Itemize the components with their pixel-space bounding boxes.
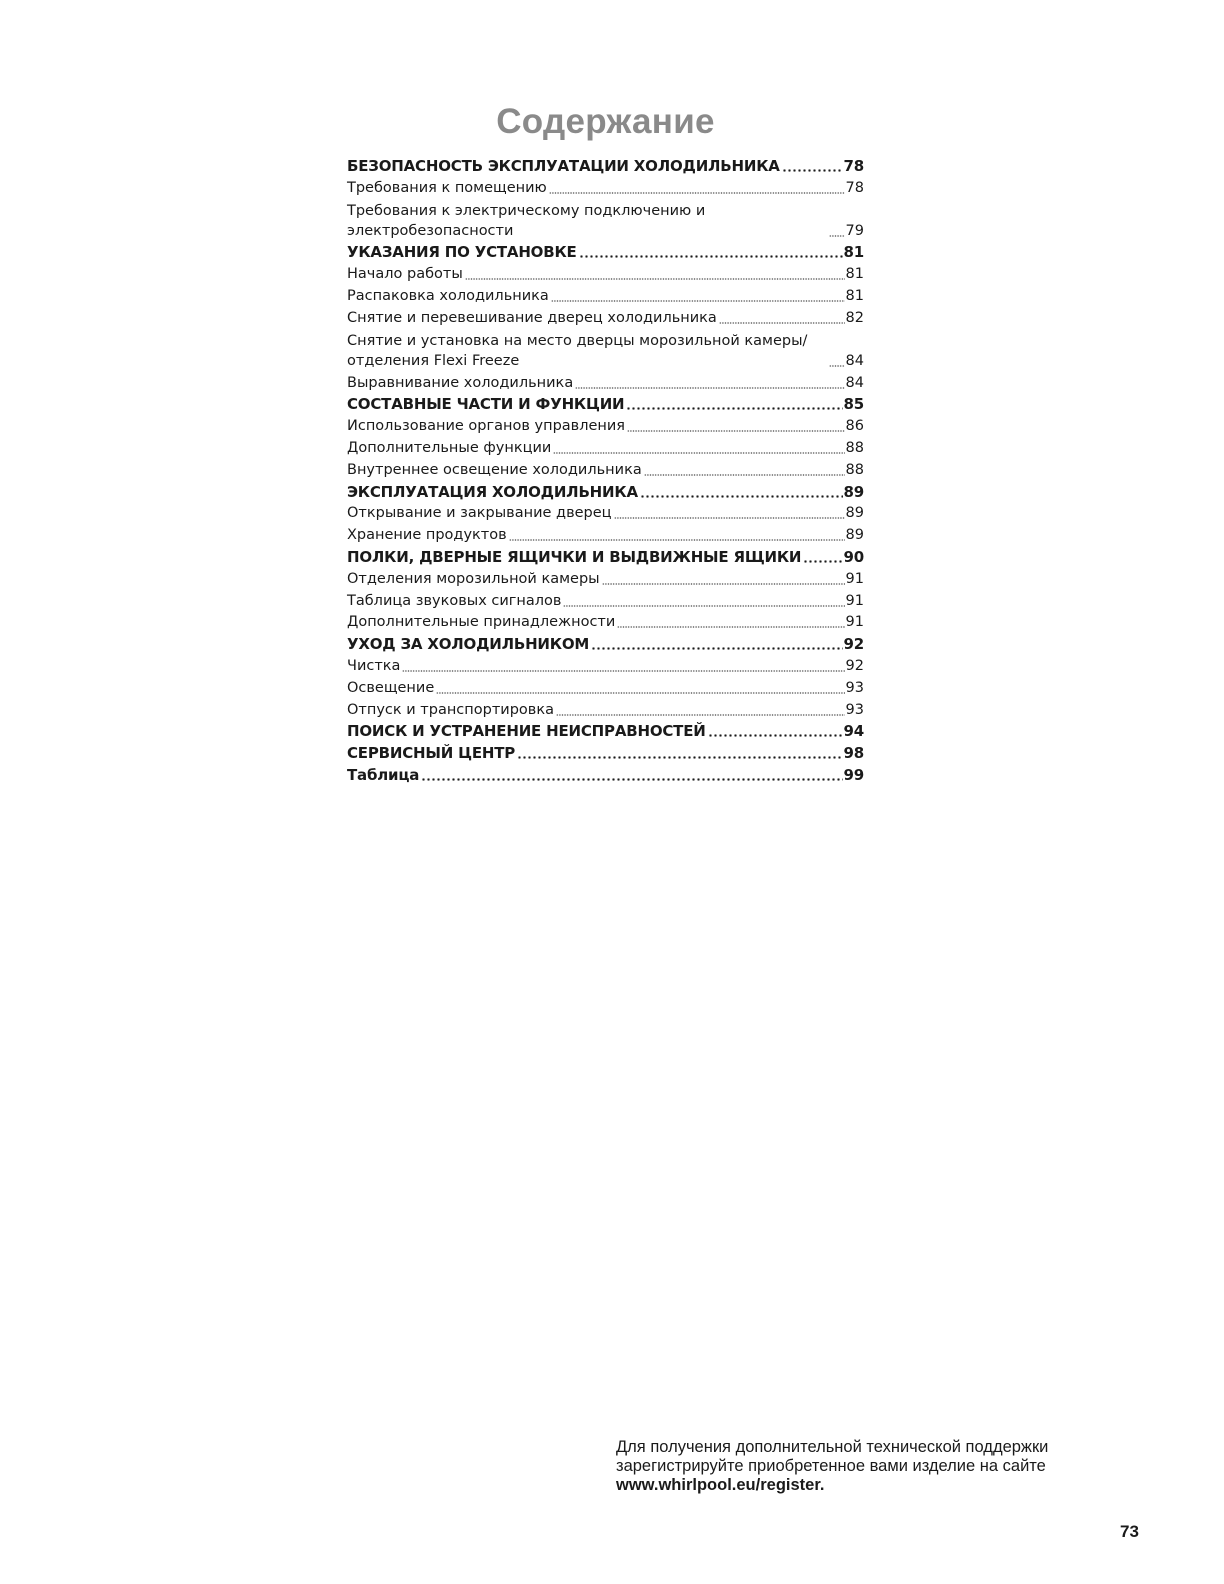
toc-entry-page: 88 [845, 439, 864, 456]
toc-entry[interactable] [347, 436, 864, 458]
dot-leader [719, 322, 845, 324]
toc-entry[interactable] [347, 176, 864, 198]
dot-leader [617, 626, 844, 628]
toc-entry[interactable] [347, 654, 864, 676]
toc-entry[interactable] [347, 698, 864, 720]
dot-leader [575, 387, 844, 389]
toc-entry[interactable] [347, 567, 864, 589]
dot-leader [509, 539, 845, 541]
toc-entry-page: 91 [845, 570, 864, 587]
dot-leader [829, 365, 845, 367]
toc-entry-label: ПОЛКИ, ДВЕРНЫЕ ЯЩИЧКИ И ВЫДВИЖНЫЕ ЯЩИКИ [347, 547, 802, 566]
dot-leader [640, 495, 843, 498]
page-title: Содержание [496, 102, 715, 141]
toc-entry[interactable] [347, 523, 864, 545]
dot-leader [626, 407, 842, 410]
dot-leader [436, 692, 844, 694]
dot-leader [517, 756, 842, 759]
dot-leader [553, 452, 844, 454]
toc-entry-label: Чистка [347, 657, 401, 674]
dot-leader [591, 647, 842, 650]
toc-entry-page: 89 [845, 527, 864, 544]
toc-entry-label: Отпуск и транспортировка [347, 701, 554, 718]
toc-entry-label: Отделения морозильной камеры [347, 570, 600, 587]
toc-entry[interactable] [347, 502, 864, 524]
toc-entry-label: Распаковка холодильника [347, 287, 549, 304]
dot-leader [602, 583, 845, 585]
toc-entry-page: 91 [845, 614, 864, 631]
toc-entry-page: 88 [845, 461, 864, 478]
dot-leader [556, 714, 845, 716]
toc-section-entry[interactable] [347, 241, 864, 263]
toc-entry-page: 92 [845, 657, 864, 674]
dot-leader [708, 734, 843, 737]
dot-leader [579, 255, 843, 258]
dot-leader [421, 778, 842, 781]
toc-entry[interactable] [347, 589, 864, 611]
toc-entry-page: 99 [843, 765, 864, 784]
toc-entry-page: 86 [845, 418, 864, 435]
dot-leader [402, 670, 844, 672]
toc-entry-label: ЭКСПЛУАТАЦИЯ ХОЛОДИЛЬНИКА [347, 482, 638, 501]
dot-leader [614, 517, 845, 519]
toc-entry-label: УКАЗАНИЯ ПО УСТАНОВКЕ [347, 243, 577, 262]
table-of-contents [347, 154, 864, 785]
toc-entry[interactable] [347, 306, 864, 328]
dot-leader [803, 560, 842, 563]
dot-leader [782, 169, 843, 172]
toc-section-entry[interactable] [347, 154, 864, 176]
toc-entry-label: Освещение [347, 679, 435, 696]
toc-entry-label: Таблица [347, 765, 420, 784]
toc-section-entry[interactable] [347, 480, 864, 502]
toc-entry-page: 98 [843, 744, 864, 763]
toc-entry-label: Снятие и перевешивание дверец холодильника [347, 309, 717, 326]
toc-entry[interactable] [347, 371, 864, 393]
toc-entry-label: Требования к электрическому подключению и электробезопасности [347, 202, 706, 239]
toc-section-entry[interactable] [347, 741, 864, 763]
toc-entry-page: 92 [843, 635, 864, 654]
toc-entry-label: Выравнивание холодильника [347, 374, 574, 391]
toc-entry-page: 90 [843, 547, 864, 566]
toc-entry-label: СЕРВИСНЫЙ ЦЕНТР [347, 744, 516, 763]
toc-entry[interactable] [347, 611, 864, 633]
toc-entry[interactable] [347, 414, 864, 436]
toc-section-entry[interactable] [347, 545, 864, 567]
toc-section-entry[interactable] [347, 763, 864, 785]
toc-entry-page: 89 [843, 482, 864, 501]
toc-entry-label: Снятие и установка на место дверцы морозильной камеры/ отделения Flexi Freeze [347, 332, 808, 369]
toc-entry-page: 85 [843, 395, 864, 414]
toc-entry-page: 82 [845, 309, 864, 326]
dot-leader [563, 605, 844, 607]
toc-entry[interactable] [347, 262, 864, 284]
toc-section-entry[interactable] [347, 393, 864, 415]
toc-entry-page: 91 [845, 592, 864, 609]
dot-leader [644, 474, 845, 476]
toc-entry-label: СОСТАВНЫЕ ЧАСТИ И ФУНКЦИИ [347, 395, 625, 414]
toc-entry-page: 93 [845, 679, 864, 696]
toc-entry[interactable] [347, 328, 864, 371]
dot-leader [627, 430, 845, 432]
toc-entry[interactable] [347, 458, 864, 480]
toc-entry-label: ПОИСК И УСТРАНЕНИЕ НЕИСПРАВНОСТЕЙ [347, 722, 706, 741]
toc-entry-page: 94 [843, 722, 864, 741]
toc-entry[interactable] [347, 198, 864, 241]
toc-entry-page: 89 [845, 505, 864, 522]
toc-entry-label: Начало работы [347, 266, 463, 283]
toc-entry[interactable] [347, 284, 864, 306]
toc-entry-label: УХОД ЗА ХОЛОДИЛЬНИКОМ [347, 635, 590, 654]
support-note-line-1: Для получения дополнительной технической поддержки [616, 1438, 1049, 1456]
toc-section-entry[interactable] [347, 632, 864, 654]
toc-entry-label: Использование органов управления [347, 418, 626, 435]
toc-entry-page: 84 [845, 352, 864, 369]
toc-entry-page: 84 [845, 374, 864, 391]
toc-entry-page: 78 [843, 156, 864, 175]
toc-entry-label: Хранение продуктов [347, 527, 507, 544]
toc-section-entry[interactable] [347, 720, 864, 742]
support-note [616, 1438, 1116, 1495]
toc-entry[interactable] [347, 676, 864, 698]
dot-leader [829, 235, 845, 237]
toc-entry-label: БЕЗОПАСНОСТЬ ЭКСПЛУАТАЦИИ ХОЛОДИЛЬНИКА [347, 156, 780, 175]
toc-entry-page: 78 [845, 179, 864, 196]
toc-entry-label: Дополнительные функции [347, 439, 552, 456]
register-link[interactable]: www.whirlpool.eu/register. [616, 1476, 825, 1494]
support-note-line-2: зарегистрируйте приобретенное вами изделие на сайте [616, 1457, 1046, 1475]
toc-entry-page: 93 [845, 701, 864, 718]
dot-leader [549, 192, 845, 194]
toc-entry-page: 79 [845, 222, 864, 239]
dot-leader [465, 278, 845, 280]
dot-leader [551, 300, 845, 302]
toc-entry-label: Требования к помещению [347, 179, 547, 196]
page-number: 73 [1120, 1522, 1139, 1541]
toc-entry-page: 81 [845, 287, 864, 304]
toc-entry-label: Дополнительные принадлежности [347, 614, 616, 631]
toc-entry-label: Внутреннее освещение холодильника [347, 461, 642, 478]
toc-entry-label: Открывание и закрывание дверец [347, 505, 612, 522]
toc-entry-page: 81 [845, 266, 864, 283]
toc-entry-page: 81 [843, 243, 864, 262]
toc-entry-label: Таблица звуковых сигналов [347, 592, 562, 609]
